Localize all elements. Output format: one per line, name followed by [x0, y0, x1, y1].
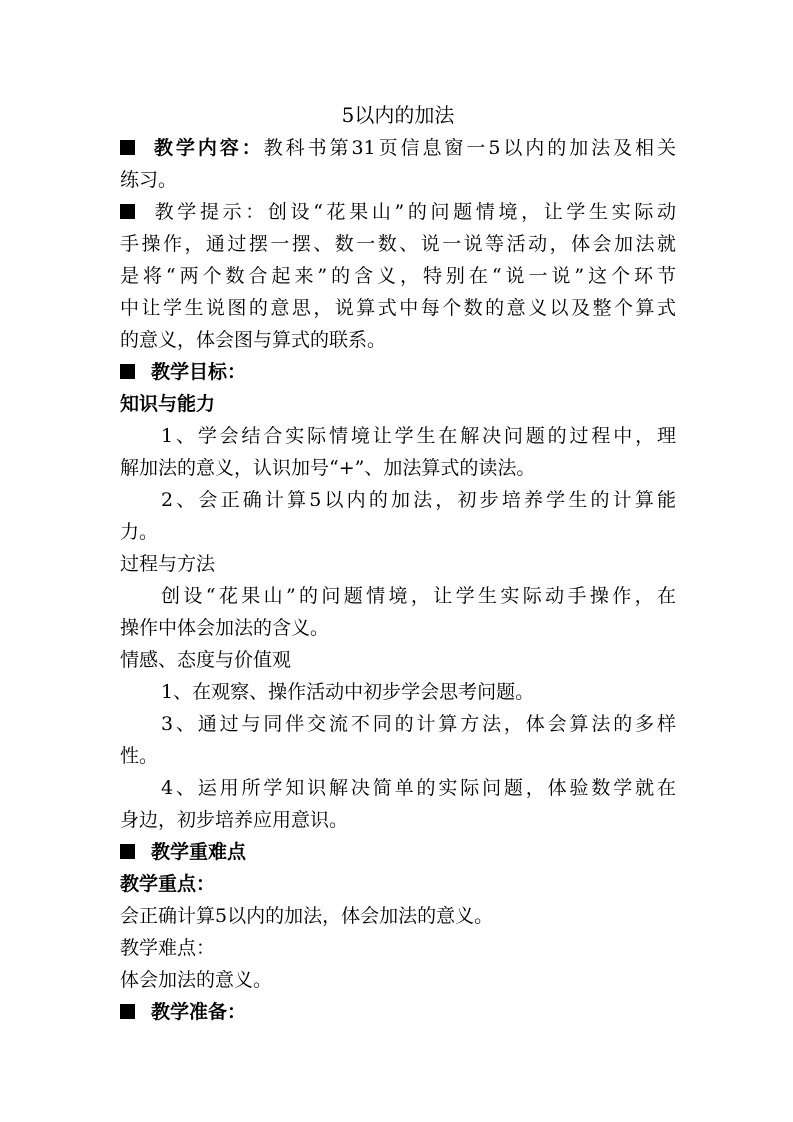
- document-page: [120, 98, 676, 1028]
- emotion-heading: 情感、态度与价值观: [120, 649, 292, 671]
- difficulty-label: 教学重难点: [151, 841, 247, 863]
- square-bullet-icon: [120, 844, 135, 859]
- emotion-item-3-cont: 性。: [120, 745, 159, 767]
- square-bullet-icon: [120, 1004, 135, 1019]
- hint-line-4: 中让学生说图的意思，说算式中每个数的意义以及整个算式: [120, 297, 676, 319]
- hint-line-5: 的意义，体会图与算式的联系。: [120, 329, 387, 351]
- square-bullet-icon: [120, 364, 135, 379]
- knowledge-item-2: 2、会正确计算5以内的加法，初步培养学生的计算能: [161, 489, 676, 511]
- hint-text: 教学提示：创设“花果山”的问题情境，让学生实际动: [151, 201, 676, 223]
- goals-line: [120, 356, 676, 388]
- knowledge-item-2-cont: 力。: [120, 521, 159, 543]
- hard-text: 体会加法的意义。: [120, 969, 273, 991]
- prep-label: 教学准备：: [151, 1001, 247, 1023]
- emotion-item-4-cont: 身边，初步培养应用意识。: [120, 809, 349, 831]
- hint-line-1: [120, 196, 676, 228]
- process-item-1-cont: 操作中体会加法的含义。: [120, 617, 330, 639]
- knowledge-item-1-cont: 解加法的意义，认识加号“+”、加法算式的读法。: [120, 457, 536, 479]
- emotion-item-3: 3、通过与同伴交流不同的计算方法，体会算法的多样: [161, 713, 676, 735]
- process-item-1: 创设“花果山”的问题情境，让学生实际动手操作，在: [161, 585, 676, 607]
- content-text-continued: 练习。: [120, 169, 178, 191]
- hard-label: 教学难点：: [120, 937, 216, 959]
- hint-line-3: 是将“两个数合起来”的含义，特别在“说一说”这个环节: [120, 265, 676, 287]
- knowledge-heading: 知识与能力: [120, 393, 216, 415]
- key-text: 会正确计算5以内的加法，体会加法的意义。: [120, 905, 494, 927]
- emotion-item-4: 4、运用所学知识解决简单的实际问题，体验数学就在: [161, 777, 676, 799]
- content-text: 教科书第31页信息窗一5以内的加法及相关: [263, 137, 676, 159]
- knowledge-item-1: 1、学会结合实际情境让学生在解决问题的过程中，理: [161, 425, 676, 447]
- prep-line: [120, 996, 676, 1028]
- square-bullet-icon: [120, 204, 135, 219]
- content-line: [120, 132, 676, 164]
- square-bullet-icon: [120, 140, 135, 155]
- difficulty-line: [120, 836, 676, 868]
- goals-label: 教学目标：: [151, 361, 247, 383]
- hint-line-2: 手操作，通过摆一摆、数一数、说一说等活动，体会加法就: [120, 233, 676, 255]
- document-title: 5以内的加法: [341, 103, 455, 127]
- key-label: 教学重点：: [120, 873, 216, 895]
- content-label: 教学内容：: [151, 137, 264, 159]
- emotion-item-1: 1、在观察、操作活动中初步学会思考问题。: [161, 681, 535, 703]
- process-heading: 过程与方法: [120, 553, 216, 575]
